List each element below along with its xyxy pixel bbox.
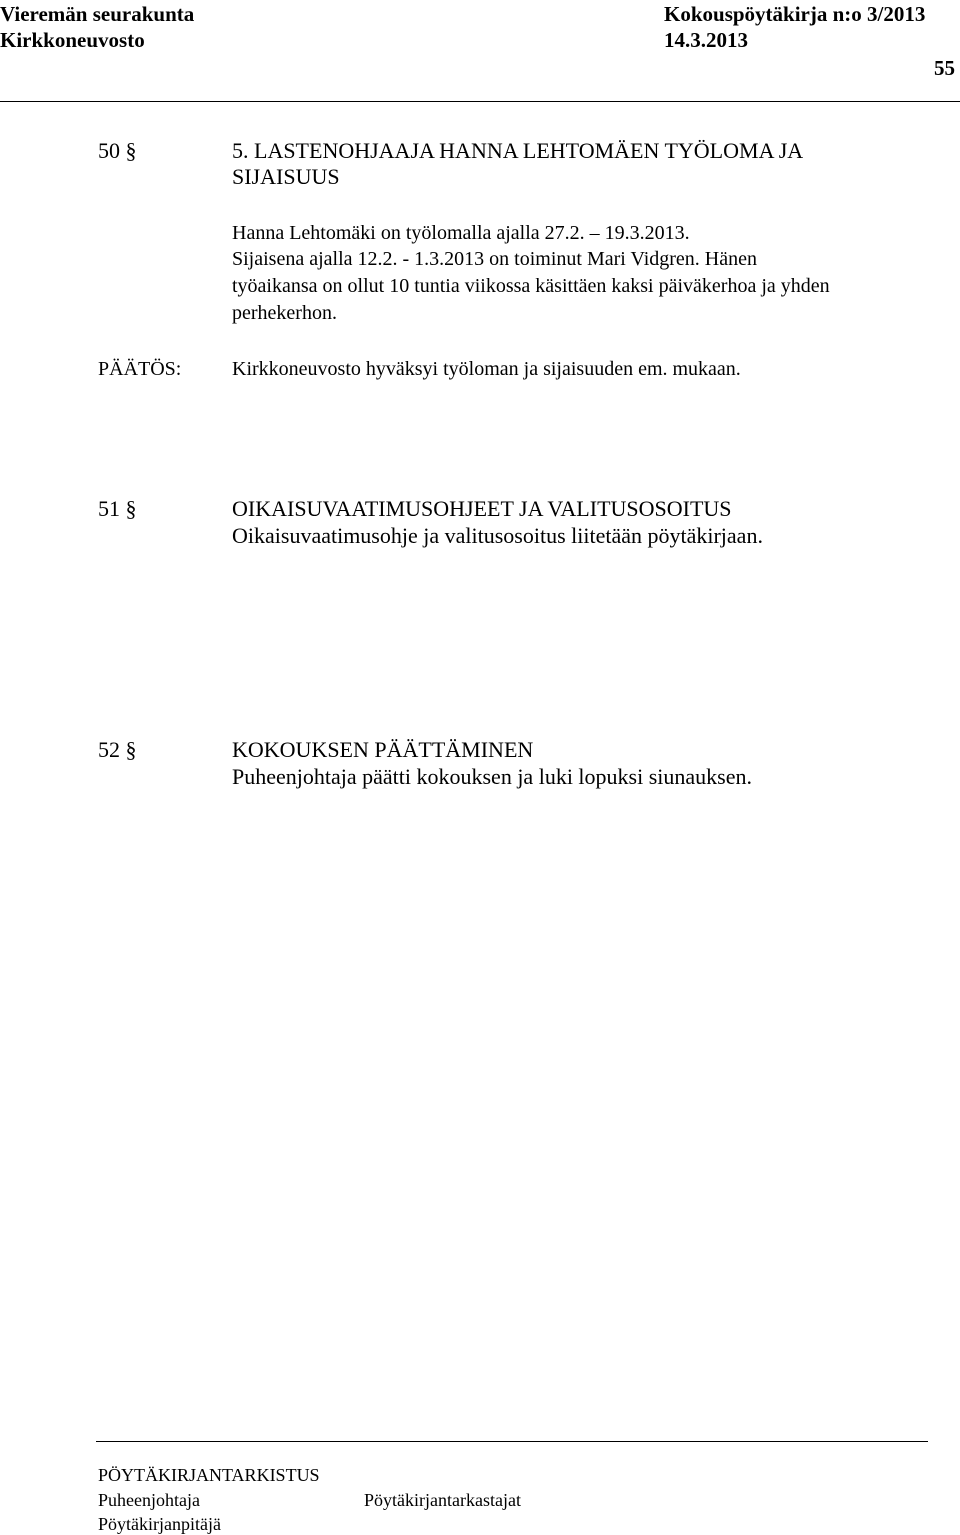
body-name: Kirkkoneuvosto: [0, 28, 145, 52]
document-title: Kokouspöytäkirja n:o 3/2013: [664, 2, 926, 26]
section-mark-icon: §: [125, 737, 137, 762]
footer-rule: [96, 1441, 928, 1442]
section-50-body-line: perhekerhon.: [232, 302, 337, 324]
section-52-title: KOKOUKSEN PÄÄTTÄMINEN: [232, 737, 534, 762]
meeting-date: 14.3.2013: [664, 28, 748, 52]
section-50-number: 50 §: [98, 138, 137, 163]
section-51-title: OIKAISUVAATIMUSOHJEET JA VALITUSOSOITUS: [232, 496, 732, 521]
page-number: 55: [934, 56, 955, 80]
footer-checkers: Pöytäkirjantarkastajat: [364, 1490, 521, 1510]
section-52-body: Puheenjohtaja päätti kokouksen ja luki lopuksi siunauksen.: [232, 764, 752, 789]
section-mark-icon: §: [125, 496, 137, 521]
section-50-title-line1: 5. LASTENOHJAAJA HANNA LEHTOMÄEN TYÖLOMA JA: [232, 138, 804, 163]
org-name: Vieremän seurakunta: [0, 2, 195, 26]
section-mark-icon: §: [125, 138, 137, 163]
decision-label: PÄÄTÖS:: [98, 358, 182, 380]
footer-secretary: Pöytäkirjanpitäjä: [98, 1514, 221, 1534]
section-50-title-line2: SIJAISUUS: [232, 164, 340, 189]
section-50-body-line: Hanna Lehtomäki on työlomalla ajalla 27.2. – 19.3.2013.: [232, 222, 690, 244]
header-rule: [0, 101, 960, 102]
section-52-number: 52 §: [98, 737, 137, 762]
footer-chair: Puheenjohtaja: [98, 1490, 200, 1510]
section-50-body-line: työaikansa on ollut 10 tuntia viikossa käsittäen kaksi päiväkerhoa ja yhden: [232, 275, 830, 297]
section-50-body-line: Sijaisena ajalla 12.2. - 1.3.2013 on toiminut Mari Vidgren. Hänen: [232, 248, 757, 270]
footer-title: PÖYTÄKIRJANTARKISTUS: [98, 1465, 320, 1485]
decision-text: Kirkkoneuvosto hyväksyi työloman ja sijaisuuden em. mukaan.: [232, 358, 741, 380]
section-51-number: 51 §: [98, 496, 137, 521]
section-51-body: Oikaisuvaatimusohje ja valitusosoitus liitetään pöytäkirjaan.: [232, 523, 763, 548]
